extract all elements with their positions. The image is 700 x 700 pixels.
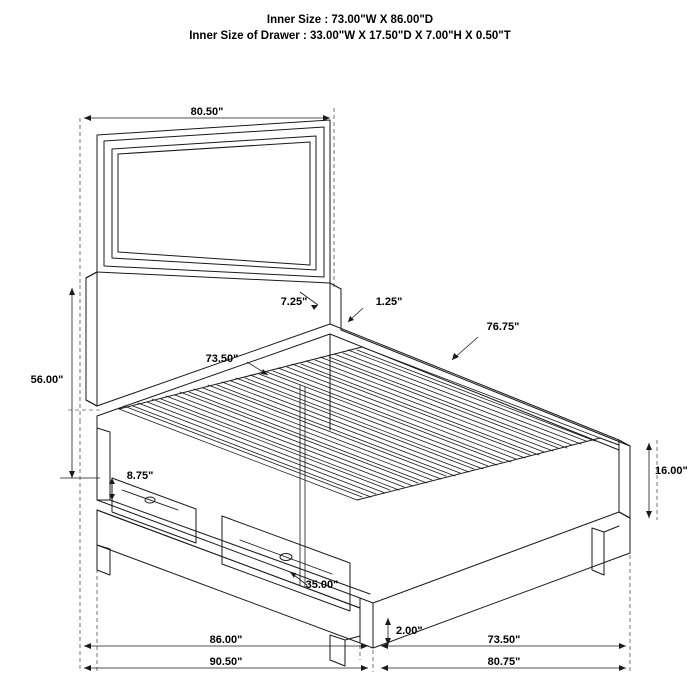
headboard-panel <box>112 136 316 270</box>
inner-drawer-size-note: Inner Size of Drawer : 33.00"W X 17.50"D X 7.00"H X 0.50"T <box>189 30 511 42</box>
dim-side-rail-depth: 76.75" <box>486 321 520 333</box>
headboard-frame-inner <box>104 127 324 277</box>
dim-headboard-inset: 7.25" <box>280 296 308 308</box>
dim-slat-gap: 1.25" <box>375 296 403 308</box>
dim-headboard-width: 80.50" <box>190 106 224 118</box>
dim-drawer-width: 35.00" <box>305 579 339 591</box>
left-front-post <box>97 428 110 500</box>
dim-interior-length: 86.00" <box>209 634 243 646</box>
dim-clearance: 2.00" <box>396 625 423 637</box>
right-leg-top <box>604 526 619 532</box>
headboard-left-post <box>86 272 97 406</box>
front-center-leg <box>330 635 345 666</box>
headboard-post-top-edge <box>86 272 97 278</box>
dim-footboard-inner-width: 73.50" <box>487 634 521 646</box>
dim-rail-height: 8.75" <box>126 470 154 482</box>
slat-group <box>119 347 600 500</box>
dimension-labels <box>31 106 688 668</box>
dim-overall-length: 90.50" <box>209 656 243 668</box>
dim-overall-height: 56.00" <box>30 374 64 386</box>
dim-slat-span: 73.50" <box>205 353 239 365</box>
right-leg <box>592 528 604 575</box>
top-rail-outer <box>341 330 630 446</box>
right-post-cap <box>619 512 630 518</box>
dimension-lines <box>68 108 657 672</box>
dim-footboard-height: 16.00" <box>655 465 688 477</box>
right-side-rail-top <box>373 512 619 603</box>
left-rail-cap <box>86 400 97 406</box>
inner-size-note: Inner Size : 73.00"W X 86.00"D <box>266 14 434 26</box>
dim-footboard-outer-width: 80.75" <box>487 656 521 668</box>
right-rear-post <box>619 440 630 518</box>
left-rail-inner <box>97 334 330 416</box>
headboard-right-post-top <box>330 283 341 289</box>
headboard-panel-inner <box>118 142 310 265</box>
front-right-post <box>360 598 373 648</box>
